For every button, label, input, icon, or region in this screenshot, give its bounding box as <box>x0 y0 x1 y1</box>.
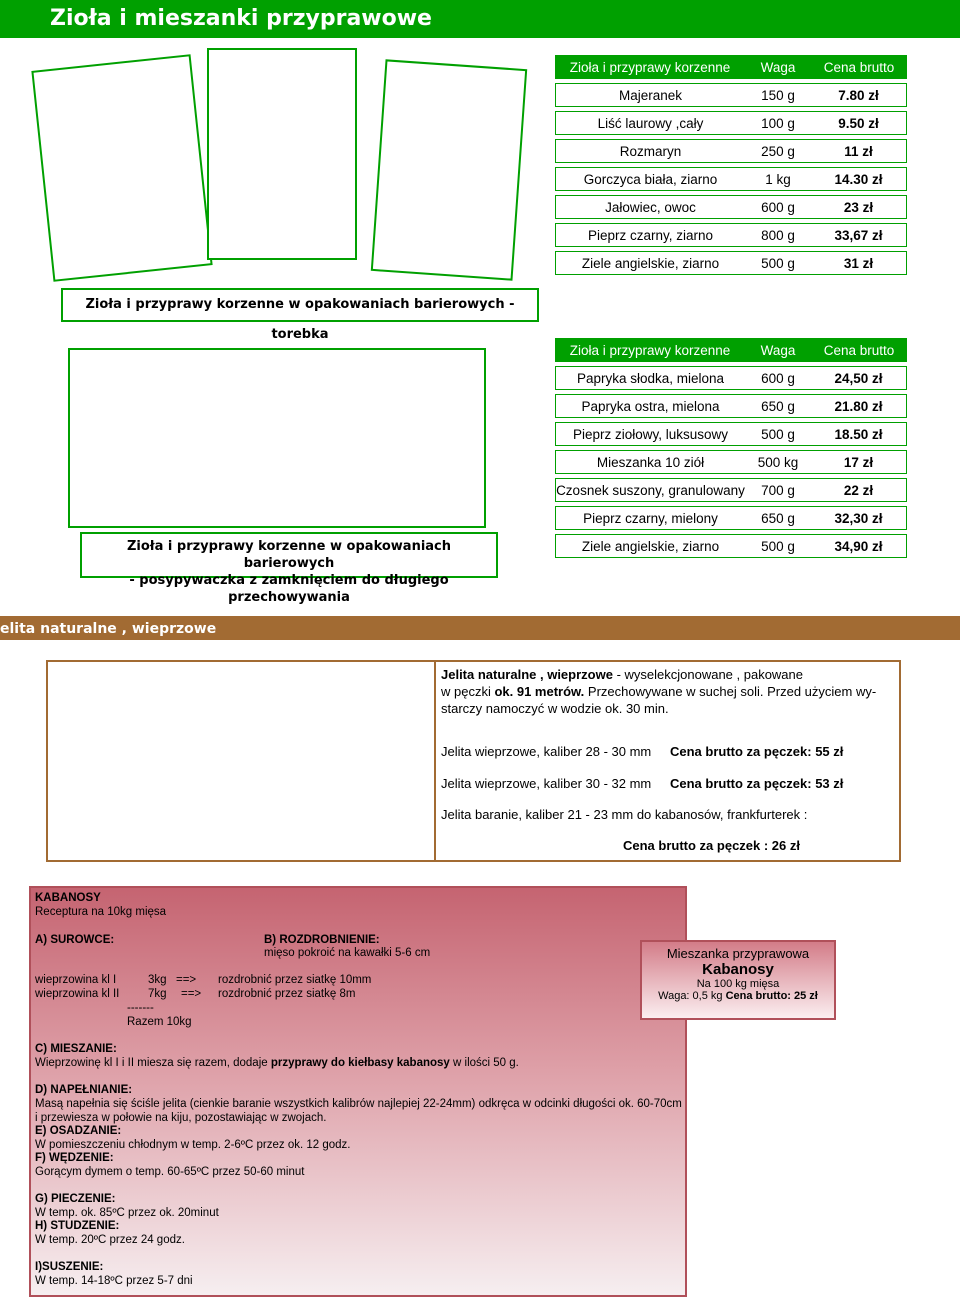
casing-item-label: Jelita baranie, kaliber 21 - 23 mm do kabanosów, frankfurterek : <box>441 807 808 822</box>
label-shaker-line2: - posypywaczka z zamknięciem do długiego przechowywania <box>129 573 449 605</box>
casings-section-title: elita naturalne , wieprzowe <box>0 621 217 637</box>
recipe-step-d-heading: D) NAPEŁNIANIE: <box>35 1084 133 1096</box>
cell-weight: 600 g <box>745 366 811 390</box>
label-shaker-packaging <box>80 532 498 605</box>
herbs-price-table-bags <box>555 51 907 279</box>
recipe-step-d-text: i przewiesza w połowie na kiju, pozostawiając w zwojach. <box>35 1112 327 1124</box>
casings-desc-bold: Jelita naturalne , wieprzowe <box>441 667 613 682</box>
col-header-name: Zioła i przyprawy korzenne <box>555 338 745 362</box>
product-photo-bag-2 <box>207 48 357 260</box>
col-header-name: Zioła i przyprawy korzenne <box>555 55 745 79</box>
cell-price: 31 zł <box>811 251 907 275</box>
kabanosy-spice-mix-box <box>640 940 836 1020</box>
casing-price-3 <box>623 838 800 853</box>
casings-desc-text: - wyselekcjonowane , pakowane <box>612 667 804 682</box>
table-row <box>555 223 907 247</box>
recipe-step-c-text: Wieprzowinę kl I i II miesza się razem, dodaje przyprawy do kiełbasy kabanosy w ilości 50 g. <box>35 1057 519 1069</box>
casings-desc-text: starczy namoczyć w wodzie ok. 30 min. <box>441 701 669 716</box>
table-row <box>555 139 907 163</box>
table-row <box>555 83 907 107</box>
cell-name: Papryka słodka, mielona <box>555 366 745 390</box>
cell-name: Pieprz czarny, mielony <box>555 506 745 530</box>
casings-section-banner <box>0 616 960 640</box>
cell-weight: 600 g <box>745 195 811 219</box>
cell-name: Ziele angielskie, ziarno <box>555 534 745 558</box>
recipe-arrow: ==> <box>181 988 202 1000</box>
cell-price: 22 zł <box>811 478 907 502</box>
cell-price: 33,67 zł <box>811 223 907 247</box>
recipe-step-f-text: Gorącym dymem o temp. 60-65ºC przez 50-60 minut <box>35 1166 305 1178</box>
table-row <box>555 366 907 390</box>
cell-price: 18.50 zł <box>811 422 907 446</box>
casings-desc-bold: ok. 91 metrów. <box>494 684 585 699</box>
cell-price: 32,30 zł <box>811 506 907 530</box>
cell-price: 34,90 zł <box>811 534 907 558</box>
cell-price: 9.50 zł <box>811 111 907 135</box>
cell-name: Gorczyca biała, ziarno <box>555 167 745 191</box>
recipe-step-h-text: W temp. 20ºC przez 24 godz. <box>35 1234 185 1246</box>
cell-name: Rozmaryn <box>555 139 745 163</box>
table-row <box>555 111 907 135</box>
casing-item-2 <box>441 776 651 791</box>
mix-weight-price: Waga: 0,5 kg Cena brutto: 25 zł <box>658 990 818 1002</box>
table-row <box>555 506 907 530</box>
casings-photo <box>46 660 436 862</box>
recipe-step-c-heading: C) MIESZANIE: <box>35 1043 117 1055</box>
col-header-price: Cena brutto <box>811 338 907 362</box>
recipe-title: KABANOSY <box>35 892 101 904</box>
label-bag-text: Zioła i przyprawy korzenne w opakowaniach barierowych - torebka <box>85 297 515 342</box>
casings-desc-text: Przechowywane w suchej soli. Przed użyciem wy- <box>584 684 877 699</box>
casing-price-2 <box>670 776 843 791</box>
table-row <box>555 195 907 219</box>
label-shaker-line1: Zioła i przyprawy korzenne w opakowaniach barierowych <box>126 539 452 571</box>
herbs-price-table-shakers <box>555 334 907 562</box>
page-header-banner <box>0 0 960 38</box>
recipe-subtitle: Receptura na 10kg mięsa <box>35 906 167 918</box>
cell-weight: 700 g <box>745 478 811 502</box>
casing-price-1 <box>670 744 843 759</box>
page-title: Zioła i mieszanki przyprawowe <box>50 6 432 31</box>
mix-title: Mieszanka przyprawowa <box>666 946 810 961</box>
cell-weight: 500 g <box>745 251 811 275</box>
casing-item-1 <box>441 744 651 759</box>
cell-name: Jałowiec, owoc <box>555 195 745 219</box>
recipe-step-h-heading: H) STUDZENIE: <box>35 1220 120 1232</box>
col-header-weight: Waga <box>745 55 811 79</box>
product-photo-bag-3 <box>371 59 527 280</box>
col-header-price: Cena brutto <box>811 55 907 79</box>
cell-weight: 650 g <box>745 394 811 418</box>
casing-item-label: Jelita wieprzowe, kaliber 30 - 32 mm <box>441 776 652 791</box>
table-row <box>555 478 907 502</box>
cell-weight: 500 g <box>745 534 811 558</box>
recipe-step-e-heading: E) OSADZANIE: <box>35 1125 122 1137</box>
recipe-ingredient-2: wieprzowina kl II <box>35 988 120 1000</box>
cell-price: 17 zł <box>811 450 907 474</box>
casing-price-label: Cena brutto za pęczek: 53 zł <box>670 776 844 791</box>
cell-weight: 500 g <box>745 422 811 446</box>
table-row <box>555 167 907 191</box>
recipe-total: Razem 10kg <box>127 1016 192 1028</box>
mix-name: Kabanosy <box>702 961 774 978</box>
col-header-weight: Waga <box>745 338 811 362</box>
cell-name: Pieprz ziołowy, luksusowy <box>555 422 745 446</box>
recipe-step-e-text: W pomieszczeniu chłodnym w temp. 2-6ºC przez ok. 12 godz. <box>35 1139 351 1151</box>
cell-weight: 650 g <box>745 506 811 530</box>
cell-price: 7.80 zł <box>811 83 907 107</box>
table-row <box>555 394 907 418</box>
product-photo-bag-1 <box>31 54 212 282</box>
table-header-row <box>555 338 907 362</box>
table-row <box>555 251 907 275</box>
casing-item-label: Jelita wieprzowe, kaliber 28 - 30 mm <box>441 744 652 759</box>
cell-price: 14.30 zł <box>811 167 907 191</box>
label-bag-packaging <box>61 288 539 342</box>
casings-desc-text: w pęczki <box>441 684 495 699</box>
cell-weight: 150 g <box>745 83 811 107</box>
recipe-step-i-text: W temp. 14-18ºC przez 5-7 dni <box>35 1275 193 1287</box>
product-photo-jars <box>68 348 486 528</box>
cell-price: 21.80 zł <box>811 394 907 418</box>
recipe-step-b-text: mięso pokroić na kawałki 5-6 cm <box>264 947 431 959</box>
cell-name: Ziele angielskie, ziarno <box>555 251 745 275</box>
recipe-ingredient-1: wieprzowina kl I <box>35 974 117 986</box>
casing-price-label: Cena brutto za pęczek: 55 zł <box>670 744 844 759</box>
mix-usage: Na 100 kg mięsa <box>696 978 780 990</box>
cell-name: Liść laurowy ,cały <box>555 111 745 135</box>
recipe-step-b-heading: B) ROZDROBNIENIE: <box>264 934 380 946</box>
cell-weight: 100 g <box>745 111 811 135</box>
table-row <box>555 534 907 558</box>
casing-item-3 <box>441 807 807 822</box>
cell-name: Majeranek <box>555 83 745 107</box>
cell-weight: 250 g <box>745 139 811 163</box>
cell-price: 23 zł <box>811 195 907 219</box>
cell-weight: 500 kg <box>745 450 811 474</box>
recipe-arrow: ==> <box>176 974 197 986</box>
cell-weight: 800 g <box>745 223 811 247</box>
cell-weight: 1 kg <box>745 167 811 191</box>
table-row <box>555 422 907 446</box>
casing-price-label: Cena brutto za pęczek : 26 zł <box>623 838 800 853</box>
cell-price: 11 zł <box>811 139 907 163</box>
table-row <box>555 450 907 474</box>
table-header-row <box>555 55 907 79</box>
recipe-ingredient-1-grind: rozdrobnić przez siatkę 10mm <box>218 974 372 986</box>
recipe-ingredient-2-amount: 7kg <box>148 988 167 1000</box>
cell-name: Pieprz czarny, ziarno <box>555 223 745 247</box>
recipe-step-d-text: Masą napełnia się ściśle jelita (cienkie baranie wszystkich kalibrów najlepiej 22-24mm) odkręca w odcinki długości ok. 60-70cm <box>35 1098 682 1110</box>
recipe-ingredient-1-amount: 3kg <box>148 974 167 986</box>
cell-name: Czosnek suszony, granulowany <box>555 478 745 502</box>
recipe-step-g-heading: G) PIECZENIE: <box>35 1193 116 1205</box>
recipe-step-i-heading: I)SUSZENIE: <box>35 1261 104 1273</box>
cell-name: Mieszanka 10 ziół <box>555 450 745 474</box>
recipe-step-g-text: W temp. ok. 85ºC przez ok. 20minut <box>35 1207 219 1219</box>
casings-description <box>441 666 891 717</box>
recipe-step-f-heading: F) WĘDZENIE: <box>35 1152 114 1164</box>
recipe-ingredient-2-grind: rozdrobnić przez siatkę 8m <box>218 988 356 1000</box>
cell-name: Papryka ostra, mielona <box>555 394 745 418</box>
recipe-step-a-heading: A) SUROWCE: <box>35 934 115 946</box>
recipe-separator: ------- <box>127 1002 154 1014</box>
cell-price: 24,50 zł <box>811 366 907 390</box>
